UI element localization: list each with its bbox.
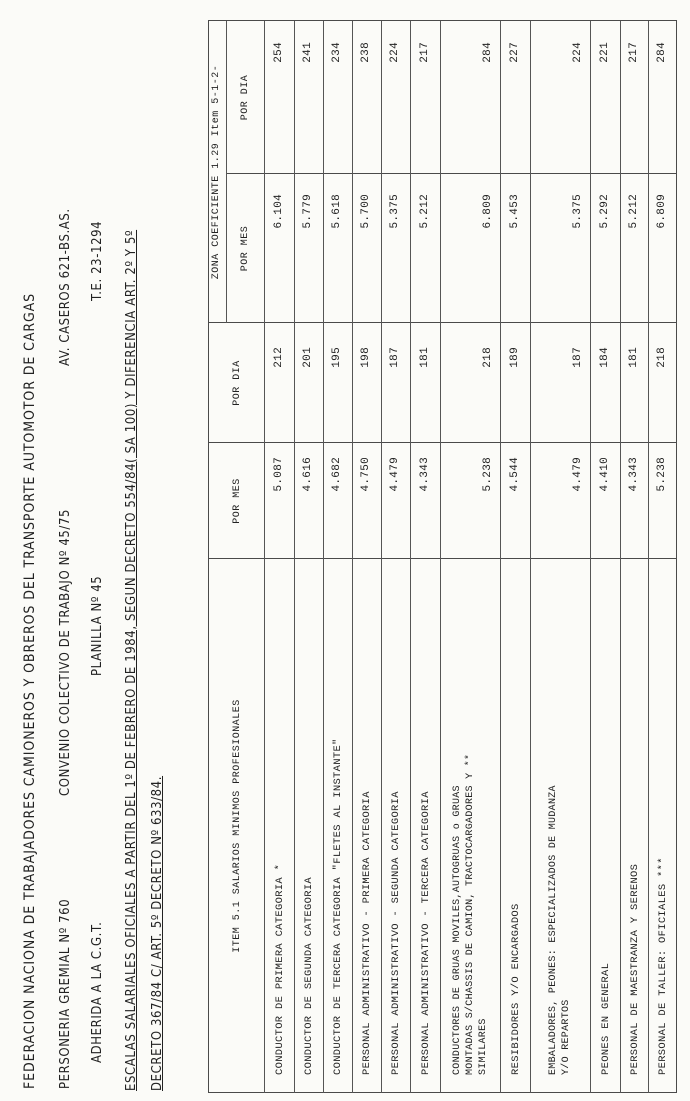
row-divider <box>530 21 531 1093</box>
zona-por-mes-value: 5.618 <box>331 194 343 229</box>
escalas-salariales: ESCALAS SALARIALES OFICIALES A PARTIR DEL 1º DE FEBRERO DE 1984, SEGUN DECRETO 554/84( SA 100) Y DIFERENCIA ART. 2º Y 5º <box>124 229 139 1091</box>
zona-por-mes-value: 5.375 <box>572 194 584 229</box>
zona-por-mes-value: 5.292 <box>598 194 611 229</box>
row-divider <box>440 21 441 1093</box>
por-mes-value: 5.238 <box>482 457 494 492</box>
row-divider <box>323 21 324 1093</box>
por-mes-value: 4.479 <box>389 457 401 492</box>
zona-por-mes-value: 5.700 <box>360 194 372 229</box>
convenio-colectivo: CONVENIO COLECTIVO DE TRABAJO Nº 45/75 <box>58 508 73 796</box>
row-label: EMBALADORES, PEONES: ESPECIALIZADOS DE MUDANZA <box>548 785 559 1075</box>
zona-por-mes-value: 6.104 <box>272 194 285 229</box>
row-divider <box>410 21 411 1093</box>
por-mes-value: 4.343 <box>627 457 640 492</box>
por-dia-value: 189 <box>508 347 521 368</box>
por-dia-value: 181 <box>418 347 431 368</box>
zona-coeficiente-header: ZONA COEFICIENTE 1.29 Item 5-1-2- <box>211 64 222 280</box>
por-mes-value: 4.544 <box>508 457 521 492</box>
zona-por-mes-value: 5.779 <box>302 194 314 229</box>
row-label: RESIBIDORES Y/O ENCARGADOS <box>509 903 522 1075</box>
zona-por-dia-value: 284 <box>655 42 668 63</box>
row-divider <box>352 21 353 1093</box>
row-label: CONDUCTOR DE PRIMERA CATEGORIA * <box>273 863 286 1075</box>
por-dia-value: 198 <box>360 347 372 368</box>
row-label: CONDUCTOR DE SEGUNDA CATEGORIA <box>303 876 315 1075</box>
zona-por-dia-value: 254 <box>272 42 285 63</box>
row-divider <box>381 21 382 1093</box>
por-mes-value: 5.238 <box>655 457 668 492</box>
table-top-border <box>208 21 209 1093</box>
table-right-border <box>208 20 677 21</box>
row-label: PEONES EN GENERAL <box>599 962 612 1075</box>
por-dia-value: 201 <box>302 347 314 368</box>
column-divider-1 <box>208 558 677 559</box>
por-mes-header: POR MES <box>232 478 243 524</box>
zona-por-dia-value: 221 <box>598 42 611 63</box>
personeria-gremial: PERSONERIA GREMIAL Nº 760 <box>58 898 73 1089</box>
zona-por-dia-value: 224 <box>572 42 584 63</box>
zona-header-divider <box>226 21 227 323</box>
por-mes-value: 4.343 <box>418 457 431 492</box>
row-divider <box>590 21 591 1093</box>
zona-por-mes-value: 5.212 <box>418 194 431 229</box>
zona-por-mes-value: 5.453 <box>508 194 521 229</box>
zona-por-mes-value: 5.212 <box>627 194 640 229</box>
row-divider <box>620 21 621 1093</box>
row-label: CONDUCTOR DE TERCERA CATEGORIA "FLETES AL INSTANTE" <box>332 738 344 1075</box>
adherida-cgt: ADHERIDA A LA C.G.T. <box>90 921 105 1063</box>
por-mes-value: 5.087 <box>272 457 285 492</box>
por-dia-value: 218 <box>482 347 494 368</box>
address: AV. CASEROS 621-BS.AS. <box>58 208 73 366</box>
row-label: PERSONAL ADMINISTRATIVO - SEGUNDA CATEGORIA <box>390 791 402 1075</box>
zona-por-dia-header: POR DIA <box>240 74 251 121</box>
row-divider <box>648 21 649 1093</box>
por-dia-value: 187 <box>572 347 584 368</box>
planilla-number: PLANILLA Nº 45 <box>90 575 105 676</box>
telephone: T.E. 23-1294 <box>90 220 105 301</box>
por-dia-value: 195 <box>331 347 343 368</box>
item-header: ITEM 5.1 SALARIOS MINIMOS PROFESIONALES <box>232 699 243 953</box>
decreto-reference: DECRETO 367/84 C/ ART. 5º DECRETO Nº 633/84. <box>150 775 165 1091</box>
por-mes-value: 4.750 <box>360 457 372 492</box>
por-dia-header: POR DIA <box>232 360 243 406</box>
por-mes-value: 4.410 <box>598 457 611 492</box>
row-divider <box>294 21 295 1093</box>
zona-por-dia-value: 217 <box>418 42 431 63</box>
por-dia-value: 184 <box>598 347 611 368</box>
row-label: CONDUCTORES DE GRUAS MOVILES,AUTOGRUAS o GRUAS <box>451 785 463 1075</box>
zona-por-mes-header: POR MES <box>240 225 251 272</box>
zona-por-dia-value: 238 <box>360 42 372 63</box>
zona-por-dia-value: 241 <box>302 42 314 63</box>
row-label: PERSONAL DE MAESTRANZA Y SERENOS <box>628 863 641 1075</box>
row-label: PERSONAL ADMINISTRATIVO - PRIMERA CATEGORIA <box>361 791 373 1075</box>
zona-por-dia-value: 227 <box>508 42 521 63</box>
header-row-divider <box>264 21 265 1093</box>
zona-por-mes-value: 6.809 <box>482 194 494 229</box>
row-label: SIMILARES <box>477 1018 489 1075</box>
por-dia-value: 218 <box>655 347 668 368</box>
row-label: Y/O REPARTOS <box>561 999 572 1075</box>
por-mes-value: 4.616 <box>302 457 314 492</box>
zona-por-dia-value: 217 <box>627 42 640 63</box>
row-divider <box>500 21 501 1093</box>
por-dia-value: 187 <box>389 347 401 368</box>
table-bottom-border <box>676 21 677 1093</box>
column-divider-3 <box>208 322 677 323</box>
por-dia-value: 212 <box>272 347 285 368</box>
zona-por-dia-value: 284 <box>482 42 494 63</box>
zona-por-mes-value: 6.809 <box>655 194 668 229</box>
zona-por-mes-value: 5.375 <box>389 194 401 229</box>
table-left-border <box>208 1092 677 1093</box>
row-label: PERSONAL DE TALLER: OFICIALES *** <box>656 857 669 1075</box>
row-label: MONTADAS S/CHASSIS DE CAMION, TRACTOCARGADORES Y ** <box>464 753 476 1075</box>
zona-por-dia-value: 234 <box>331 42 343 63</box>
por-dia-value: 181 <box>627 347 640 368</box>
row-label: PERSONAL ADMINISTRATIVO - TERCERA CATEGORIA <box>419 791 432 1075</box>
por-mes-value: 4.682 <box>331 457 343 492</box>
zona-por-dia-value: 224 <box>389 42 401 63</box>
document-title: FEDERACION NACIONA DE TRABAJADORES CAMIONEROS Y OBREROS DEL TRANSPORTE AUTOMOTOR DE CARGAS <box>22 292 38 1089</box>
por-mes-value: 4.479 <box>572 457 584 492</box>
column-divider-2 <box>208 442 677 443</box>
